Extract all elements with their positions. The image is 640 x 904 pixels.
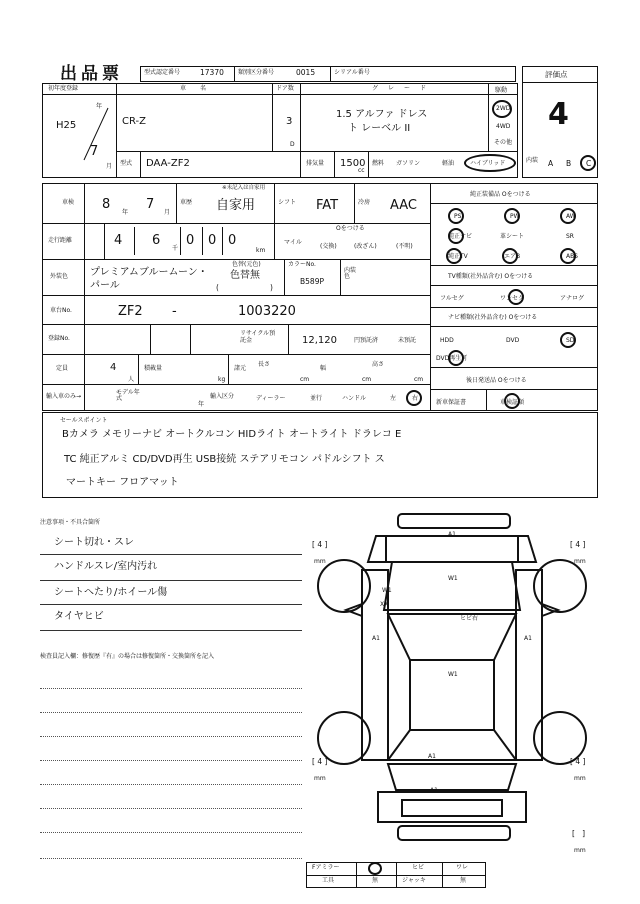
aircon-label: 冷房 bbox=[358, 199, 371, 206]
chassis-dash: - bbox=[172, 304, 177, 319]
history-label: 車歴 bbox=[180, 199, 193, 206]
navi-dvd: DVD bbox=[506, 337, 520, 344]
tire-fl-unit: mm bbox=[314, 558, 326, 565]
color-no-label: カラーNo. bbox=[288, 261, 316, 268]
drive-2wd-circle bbox=[492, 100, 512, 118]
page-title: 出品票 bbox=[60, 64, 123, 84]
recycle-value: 12,120 bbox=[302, 335, 337, 346]
drive-2wd: 2WD bbox=[496, 105, 511, 112]
equip-aw: AW bbox=[566, 213, 576, 220]
bt-hibi: ヒビ bbox=[412, 864, 425, 871]
inspection-label: 車検 bbox=[62, 199, 75, 206]
fuel-hybrid-circle bbox=[464, 154, 516, 172]
registration-month-suffix: 月 bbox=[106, 163, 113, 170]
interior-b: B bbox=[566, 159, 572, 168]
after-delivery-title: 後日発送品 Oをつける bbox=[466, 377, 527, 384]
tire-rl: [ 4 ] bbox=[312, 757, 328, 766]
dims-height: 高さ bbox=[372, 361, 385, 368]
doors-suffix: D bbox=[290, 141, 295, 148]
sales-line3: マートキー フロアマット bbox=[66, 477, 179, 488]
mark-right-door: A1 bbox=[524, 635, 532, 642]
equip-pw: PW bbox=[510, 213, 520, 220]
bt-none1: 無 bbox=[372, 877, 379, 884]
tire-fr-unit: mm bbox=[574, 558, 586, 565]
mileage-d3: 0 bbox=[186, 233, 195, 248]
equip-navi: 純正ナビ bbox=[448, 233, 473, 240]
mark-left-door: A1 bbox=[372, 635, 380, 642]
mark-trunk: A1 bbox=[428, 753, 436, 760]
import-right: 右 bbox=[412, 395, 419, 402]
import-dealer: ディーラー bbox=[256, 395, 286, 402]
aircon-value: AAC bbox=[390, 198, 417, 213]
equip-sr: SR bbox=[566, 233, 574, 240]
tire-spare: [ ] bbox=[572, 829, 586, 838]
equip-leather: 革シート bbox=[500, 233, 525, 240]
displacement-label: 排気量 bbox=[306, 160, 325, 167]
tire-rr: [ 4 ] bbox=[570, 757, 586, 766]
import-left: 左 bbox=[390, 395, 397, 402]
inspection-year-suffix: 年 bbox=[122, 209, 129, 216]
dims-width: 幅 bbox=[320, 365, 327, 372]
after-warranty: 新車保証書 bbox=[436, 399, 467, 406]
mileage-unit: km bbox=[256, 247, 266, 254]
dims-length: 長さ bbox=[258, 361, 271, 368]
model-cert-label: 型式認定番号 bbox=[144, 69, 181, 76]
sales-line1: Bカメラ メモリーナビ オートクルコン HIDライト オートライト ドラレコ E bbox=[62, 429, 402, 440]
mileage-circle-note: Oをつける bbox=[336, 225, 365, 232]
recycle-unit: 円預託済 bbox=[354, 337, 379, 344]
color-label: 外装色 bbox=[50, 273, 69, 280]
mark-roof: W1 bbox=[448, 671, 458, 678]
dims-length-cm: cm bbox=[300, 376, 310, 383]
car-name-label: 車名 bbox=[180, 85, 221, 92]
color-change-label: 色替(元色) bbox=[232, 261, 261, 268]
doors-value: 3 bbox=[286, 116, 293, 127]
navi-hdd: HDD bbox=[440, 337, 454, 344]
mileage-opt1: (交換) bbox=[320, 243, 337, 250]
mark-front: A1 bbox=[448, 531, 456, 538]
import-year: 年 bbox=[198, 401, 205, 408]
import-parallel: 並行 bbox=[310, 395, 323, 402]
note-item-2: ハンドルスレ/室内汚れ bbox=[54, 561, 158, 572]
inspection-year: 8 bbox=[102, 197, 111, 212]
inspector-note: 検査員記入欄：修復歴『有』の場合は修復箇所・交換箇所を記入 bbox=[40, 653, 215, 660]
note-item-1: シート切れ・スレ bbox=[54, 537, 134, 548]
color-value: プレミアムブルームーン・パール bbox=[90, 267, 208, 291]
chassis-prefix: ZF2 bbox=[118, 304, 143, 319]
mark-hood: W1 bbox=[448, 575, 458, 582]
recycle-label: リサイクル預託金 bbox=[240, 330, 276, 345]
registration-label: 初年度登録 bbox=[48, 85, 79, 92]
tv-analog: アナログ bbox=[560, 295, 585, 302]
score-label: 評価点 bbox=[545, 70, 568, 79]
notes-label: 注意事項・不具合箇所 bbox=[40, 519, 101, 526]
registration-month: 7 bbox=[90, 144, 99, 159]
import-label: 輸入車のみ→ bbox=[46, 393, 82, 400]
serial-label: シリアル番号 bbox=[334, 69, 370, 76]
mileage-opt3: (不明) bbox=[396, 243, 413, 250]
mileage-sep: 千 bbox=[172, 245, 179, 252]
sales-points-label: セールスポイント bbox=[60, 417, 108, 424]
equip-airbag: エアB bbox=[504, 253, 521, 260]
model-cert-no: 17370 bbox=[200, 68, 224, 77]
displacement-value: 1500 bbox=[340, 158, 366, 169]
capacity-unit: 人 bbox=[128, 376, 135, 383]
color-paren-close: ) bbox=[270, 283, 273, 292]
class-label: 類別区分番号 bbox=[238, 69, 275, 76]
dims-width-cm: cm bbox=[362, 376, 372, 383]
fuel-label: 燃料 bbox=[372, 160, 385, 167]
recycle-unpaid: 未預託 bbox=[398, 337, 417, 344]
tv-title: TV種類(社外品含む) Oをつける bbox=[448, 273, 534, 280]
note-item-3: シートへたり/ホイール傷 bbox=[54, 587, 168, 598]
equip-tv: 純正TV bbox=[448, 253, 468, 260]
bt-tools: 工具 bbox=[322, 877, 335, 884]
tire-spare-unit: mm bbox=[574, 847, 586, 854]
color-paren-open: ( bbox=[216, 283, 219, 292]
shift-label: シフト bbox=[278, 199, 297, 206]
note-item-4: タイヤヒビ bbox=[54, 611, 104, 622]
interior-color-label: 内装色 bbox=[344, 267, 357, 280]
tire-rl-unit: mm bbox=[314, 775, 326, 782]
drive-other: その他 bbox=[494, 139, 513, 146]
tv-fullseg: フルセグ bbox=[440, 295, 464, 302]
fuel-diesel: 軽油 bbox=[442, 160, 455, 167]
history-value: 自家用 bbox=[216, 198, 256, 213]
score-value: 4 bbox=[548, 97, 569, 132]
bt-jack: ジャッキ bbox=[402, 877, 426, 884]
fuel-gasoline: ガソリン bbox=[396, 160, 421, 167]
chassis-number: 1003220 bbox=[238, 304, 296, 319]
load-label: 積載量 bbox=[144, 365, 163, 372]
capacity-value: 4 bbox=[110, 362, 117, 373]
mileage-opt2: (改ざん) bbox=[354, 243, 377, 250]
drive-label: 駆動 bbox=[495, 87, 508, 94]
color-no-value: B589P bbox=[300, 277, 324, 286]
import-class-label: 輸入区分 bbox=[210, 393, 235, 400]
mileage-d1: 4 bbox=[114, 233, 123, 248]
tire-fr: [ 4 ] bbox=[570, 540, 586, 549]
class-no: 0015 bbox=[296, 68, 316, 77]
car-damage-diagram bbox=[306, 510, 598, 855]
interior-a: A bbox=[548, 159, 554, 168]
navi-sd: SD bbox=[566, 337, 575, 344]
bt-none2: 無 bbox=[460, 877, 467, 884]
mark-rear: A1 bbox=[430, 787, 438, 794]
registration-era: H25 bbox=[56, 120, 77, 131]
grade-line1: 1.5 アルファ ドレス bbox=[336, 109, 428, 120]
navi-title: ナビ種類(社外品含む) Oをつける bbox=[448, 314, 538, 321]
model-type-label: 型式 bbox=[120, 160, 133, 167]
tv-oneseg: ワンセグ bbox=[500, 295, 525, 302]
after-manual: 車検証類 bbox=[500, 399, 525, 406]
mileage-d5: 0 bbox=[228, 233, 237, 248]
fuel-hybrid: ハイブリッド bbox=[470, 160, 506, 167]
car-name-value: CR-Z bbox=[122, 116, 146, 127]
mile-label: マイル bbox=[284, 239, 302, 246]
mileage-d4: 0 bbox=[208, 233, 217, 248]
import-handle: ハンドル bbox=[342, 395, 367, 402]
inspection-month: 7 bbox=[146, 197, 155, 212]
mileage-label: 走行距離 bbox=[48, 237, 73, 244]
interior-c-circle bbox=[580, 155, 596, 171]
registration-year-suffix: 年 bbox=[96, 103, 103, 110]
bt-mirror: Fアミラー bbox=[312, 864, 340, 871]
bt-mirror-circle bbox=[368, 862, 382, 875]
sales-line2: TC 純正アルミ CD/DVD再生 USB接続 ステアリモコン パドルシフト ス bbox=[64, 454, 385, 465]
drive-4wd: 4WD bbox=[496, 123, 511, 130]
mark-hibi: ヒビ右 bbox=[460, 615, 479, 622]
grade-line2: ト レーベル II bbox=[348, 123, 411, 134]
inspection-month-suffix: 月 bbox=[164, 209, 171, 216]
history-note: ※未記入は自家用 bbox=[222, 185, 266, 191]
mark-xx: XX bbox=[380, 601, 389, 608]
interior-c: C bbox=[586, 159, 592, 168]
doors-label: ドア数 bbox=[276, 85, 294, 92]
tire-fl: [ 4 ] bbox=[312, 540, 328, 549]
shift-value: FAT bbox=[316, 198, 339, 213]
bt-wore: ワレ bbox=[456, 864, 469, 871]
dims-label: 諸元 bbox=[234, 365, 247, 372]
dims-height-cm: cm bbox=[414, 376, 424, 383]
equip-abs: ABS bbox=[566, 253, 578, 260]
color-change-value: 色替無 bbox=[230, 270, 260, 281]
import-model-year: モデル年式 bbox=[116, 389, 140, 402]
grade-label: グレード bbox=[372, 85, 437, 92]
mark-w1-left: W1 bbox=[382, 587, 392, 594]
model-type-value: DAA-ZF2 bbox=[146, 158, 190, 169]
capacity-label: 定員 bbox=[56, 365, 69, 372]
tire-rr-unit: mm bbox=[574, 775, 586, 782]
mileage-d2: 6 bbox=[152, 233, 161, 248]
equipment-title: 純正装備品 Oをつける bbox=[470, 191, 531, 198]
interior-label: 内装 bbox=[526, 157, 539, 164]
displacement-unit: cc bbox=[358, 167, 365, 174]
header-code-box bbox=[140, 66, 516, 82]
navi-dvd-play: DVD再生可 bbox=[436, 355, 468, 362]
equip-ps: PS bbox=[454, 213, 462, 220]
load-unit: kg bbox=[218, 376, 226, 383]
registration-no-label: 登録No. bbox=[48, 335, 70, 342]
chassis-label: 車台No. bbox=[50, 307, 72, 314]
